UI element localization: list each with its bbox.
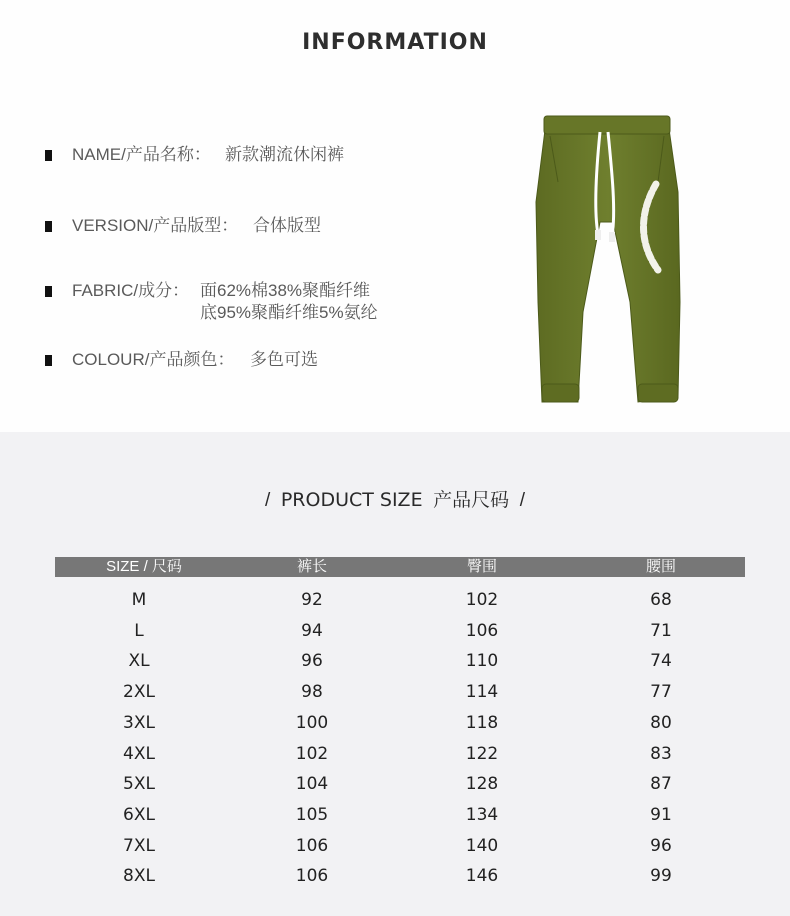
bullet-icon [45,286,52,297]
cell-size: XL [128,651,150,672]
table-row [55,708,745,738]
cell-length: 92 [301,590,323,610]
table-row [55,739,745,769]
cell-size: 4XL [123,743,155,764]
cell-size: 7XL [123,835,155,856]
cell-length: 102 [295,743,329,764]
cell-length: 94 [301,620,323,641]
header-hip: 臀围 [466,558,497,575]
cell-hip: 122 [465,743,499,764]
cell-length: 96 [301,651,323,672]
cell-size: 5XL [123,774,155,795]
table-row [55,646,745,676]
cell-hip: 110 [465,651,499,672]
cell-size: 6XL [123,804,155,825]
size-title-cn: 产品尺码 [433,490,510,511]
cell-length: 106 [295,835,329,856]
cell-size: 8XL [123,866,155,887]
table-row [55,585,745,615]
product-image-pants [528,112,688,412]
info-colour-label: COLOUR/产品颜色： [72,350,235,369]
size-title-en: PRODUCT SIZE [280,489,423,511]
size-section-title [0,485,790,512]
cell-hip: 134 [465,804,499,825]
table-row [55,616,745,646]
cell-waist: 99 [650,866,672,887]
header-length: 裤长 [296,558,327,575]
cell-hip: 114 [465,682,499,703]
cell-waist: 68 [650,590,672,610]
cell-hip: 140 [465,835,499,856]
cell-waist: 83 [650,743,672,764]
size-section [0,432,790,916]
size-table-header [55,557,745,577]
cell-length: 106 [295,866,329,887]
cell-size: M [131,590,147,610]
cell-waist: 80 [650,712,672,733]
cell-length: 98 [301,682,323,703]
info-fabric-label: FABRIC/成分： [72,281,190,300]
cell-hip: 102 [465,590,499,610]
cell-hip: 128 [465,774,499,795]
bullet-icon [45,221,52,232]
title-separator-left: / [264,490,271,511]
info-fabric-value: 面62%棉38%聚酯纤维 [200,281,371,300]
info-version-value: 合体版型 [253,216,321,235]
bullet-icon [45,355,52,366]
title-separator-right: / [519,490,525,511]
cell-hip: 118 [465,712,499,733]
table-row [55,831,745,861]
cell-size: 2XL [123,682,155,703]
page-title: INFORMATION [302,30,488,55]
cell-length: 105 [295,804,329,825]
header-waist: 腰围 [645,558,676,575]
cell-size: 3XL [123,712,155,733]
info-fabric-value-line2: 底95%聚酯纤维5%氨纶 [200,303,378,322]
cell-hip: 106 [465,620,499,641]
cell-waist: 71 [650,620,672,641]
cell-waist: 91 [650,804,672,825]
info-colour-value: 多色可选 [250,350,318,369]
cell-size: L [134,620,144,641]
table-row [55,861,745,891]
info-name-value: 新款潮流休闲裤 [225,145,344,164]
bullet-icon [45,150,52,161]
info-version-label: VERSION/产品版型： [72,216,239,235]
table-row [55,769,745,799]
cell-length: 104 [295,774,329,795]
cell-hip: 146 [465,866,499,887]
information-section [0,0,790,432]
cell-waist: 74 [650,651,672,672]
cell-waist: 96 [650,835,672,856]
info-name-label: NAME/产品名称： [72,145,211,164]
cell-waist: 87 [650,774,672,795]
header-size: SIZE / 尺码 [106,558,182,575]
table-row [55,677,745,707]
table-row [55,800,745,830]
cell-length: 100 [295,712,329,733]
cell-waist: 77 [650,682,672,703]
